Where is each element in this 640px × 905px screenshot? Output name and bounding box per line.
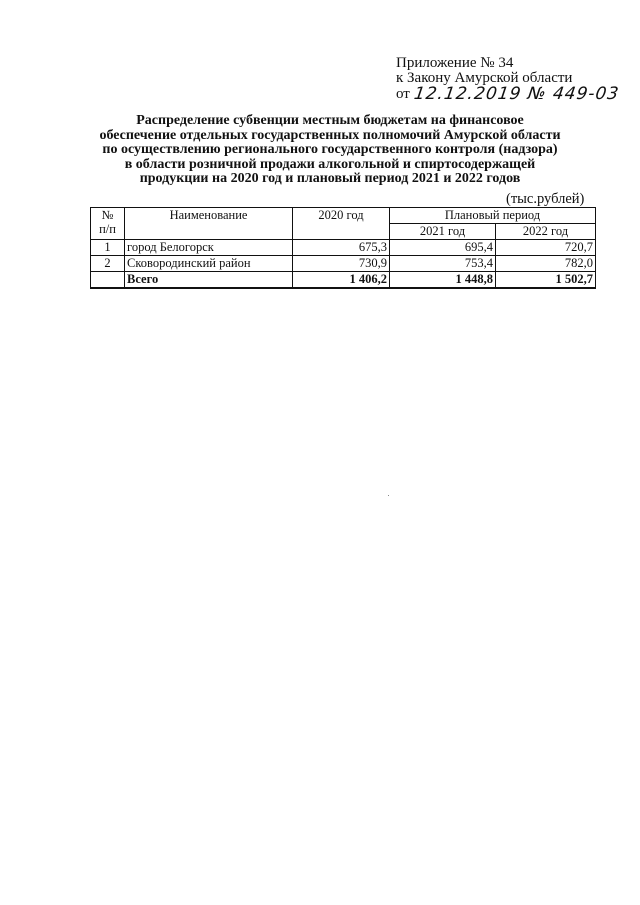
row-value-2021: 695,4 [390,240,496,256]
row-number: 2 [91,256,125,272]
scan-speck [388,495,389,496]
subvention-table [90,207,596,289]
table-row [91,240,596,256]
appendix-law-reference: к Закону Амурской области [396,70,573,86]
header-name: Наименование [125,208,293,240]
row-value-2021: 753,4 [390,256,496,272]
title-line-2: обеспечение отдельных государственных полномочий Амурской области [99,127,561,143]
unit-label: (тыс.рублей) [506,191,585,207]
row-value-2022: 720,7 [496,240,596,256]
appendix-date-prefix: от [396,86,410,102]
header-number-symbol: № [101,208,114,222]
header-year-2020: 2020 год [293,208,390,240]
row-value-2020: 730,9 [293,256,390,272]
row-value-2022: 782,0 [496,256,596,272]
handwritten-date-number: 12.12.2019 № 449-03 [412,84,621,104]
row-name: Сковородинский район [125,256,293,272]
title-line-3: по осуществлению регионального государственного контроля (надзора) [102,142,558,157]
header-number-abbrev: п/п [99,222,116,236]
title-line-5: продукции на 2020 год и плановый период 2021 и 2022 годов [139,171,521,186]
table-header-row-1 [91,208,596,224]
document-title [80,114,580,187]
row-number: 1 [91,240,125,256]
title-line-1: Распределение субвенции местным бюджетам на финансовое [136,113,524,128]
total-number-cell [91,272,125,289]
total-value-2022: 1 502,7 [496,272,596,289]
row-value-2020: 675,3 [293,240,390,256]
total-value-2021: 1 448,8 [390,272,496,289]
appendix-block [396,56,619,102]
header-year-2021: 2021 год [390,224,496,240]
row-name: город Белогорск [125,240,293,256]
header-planned-period: Плановый период [390,208,596,224]
table-total-row [91,272,596,289]
total-value-2020: 1 406,2 [293,272,390,289]
title-line-4: в области розничной продажи алкогольной и спиртосодержащей [124,156,536,172]
header-number [91,208,125,240]
appendix-number: Приложение № 34 [396,55,514,71]
total-label: Всего [125,272,293,289]
header-year-2022: 2022 год [496,224,596,240]
table-row [91,256,596,272]
appendix-date-line [396,86,619,102]
